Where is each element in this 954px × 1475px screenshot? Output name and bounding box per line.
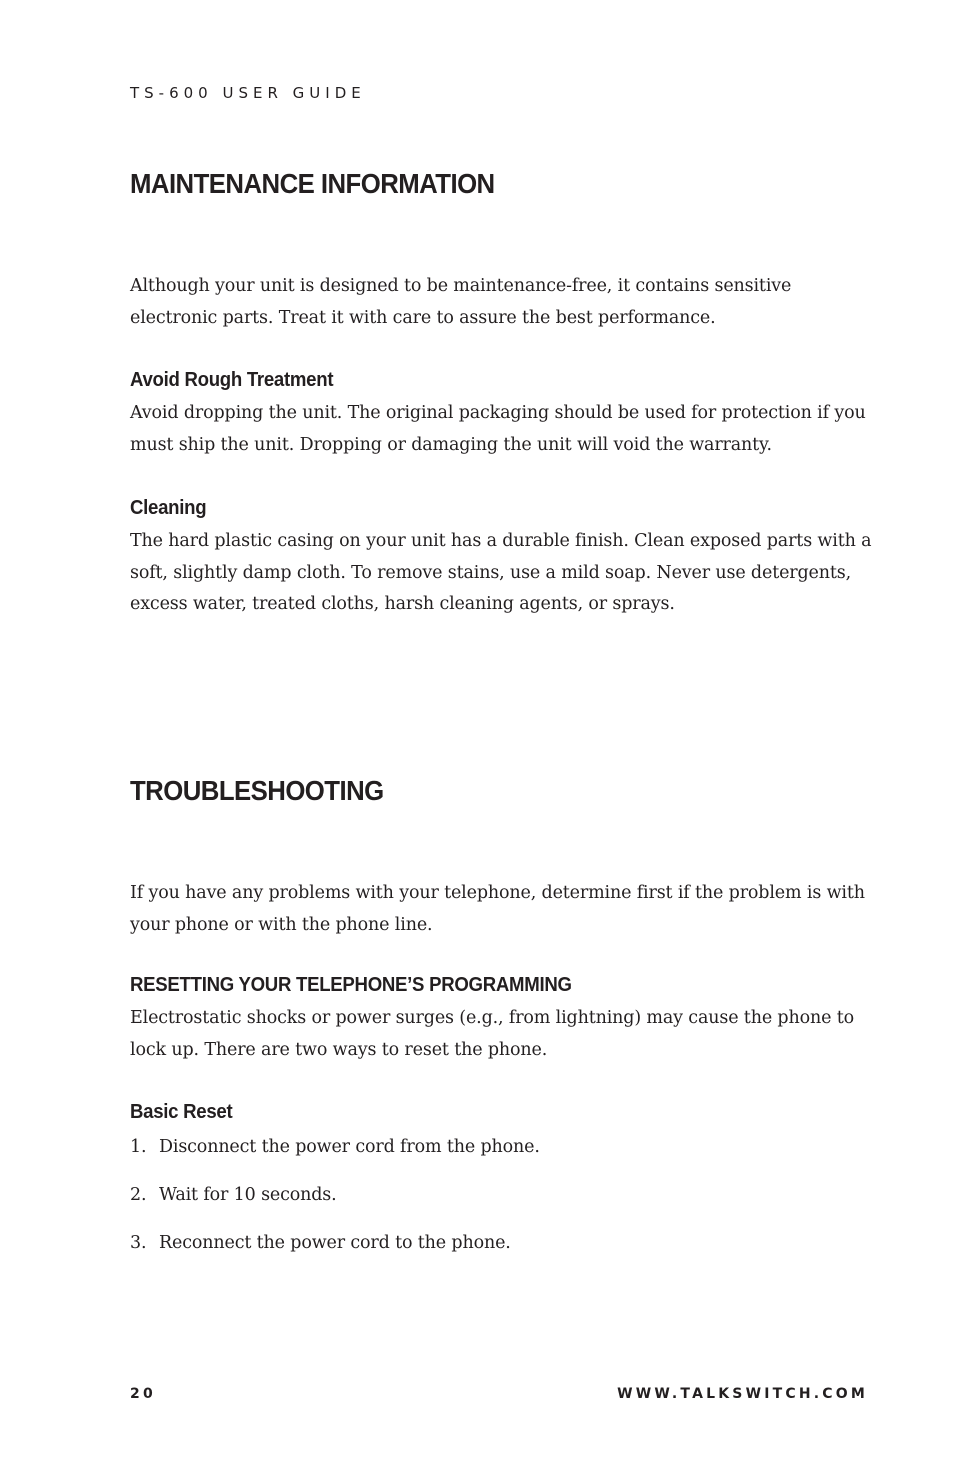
step-text: Wait for 10 seconds. — [159, 1185, 337, 1205]
step-number: 3. — [130, 1233, 147, 1253]
reset-step — [130, 1181, 337, 1209]
maintenance-intro: Although your unit is designed to be maintenance-free, it contains sensitive electronic parts. Treat it with care to assure the best performance. — [130, 276, 792, 328]
step-number: 1. — [130, 1137, 147, 1157]
maintenance-title: MAINTENANCE INFORMATION — [130, 168, 495, 199]
cleaning-text: The hard plastic casing on your unit has a durable finish. Clean exposed parts with a soft, slightly damp cloth. To remove stains, use a mild soap. Never use detergents, excess water, treated cloths, harsh cleaning agents, or sprays. — [130, 531, 872, 614]
avoid-rough-treatment-text: Avoid dropping the unit. The original packaging should be used for protection if you must ship the unit. Dropping or damaging the unit will void the warranty. — [130, 403, 866, 455]
cleaning-heading: Cleaning — [130, 497, 207, 519]
footer-website: WWW.TALKSWITCH.COM — [617, 1386, 868, 1402]
basic-reset-heading: Basic Reset — [130, 1101, 233, 1123]
resetting-heading: RESETTING YOUR TELEPHONE’S PROGRAMMING — [130, 974, 572, 996]
reset-step — [130, 1229, 511, 1257]
reset-step — [130, 1133, 540, 1161]
troubleshooting-title: TROUBLESHOOTING — [130, 775, 384, 806]
page-number: 20 — [130, 1386, 156, 1402]
running-header: TS-600 USER GUIDE — [130, 84, 366, 102]
step-number: 2. — [130, 1185, 147, 1205]
troubleshooting-intro: If you have any problems with your telephone, determine first if the problem is with your phone or with the phone line. — [130, 883, 865, 935]
resetting-text: Electrostatic shocks or power surges (e.g., from lightning) may cause the phone to lock up. There are two ways to reset the phone. — [130, 1008, 854, 1060]
step-text: Reconnect the power cord to the phone. — [159, 1233, 511, 1253]
avoid-rough-treatment-heading: Avoid Rough Treatment — [130, 369, 334, 391]
step-text: Disconnect the power cord from the phone. — [159, 1137, 540, 1157]
